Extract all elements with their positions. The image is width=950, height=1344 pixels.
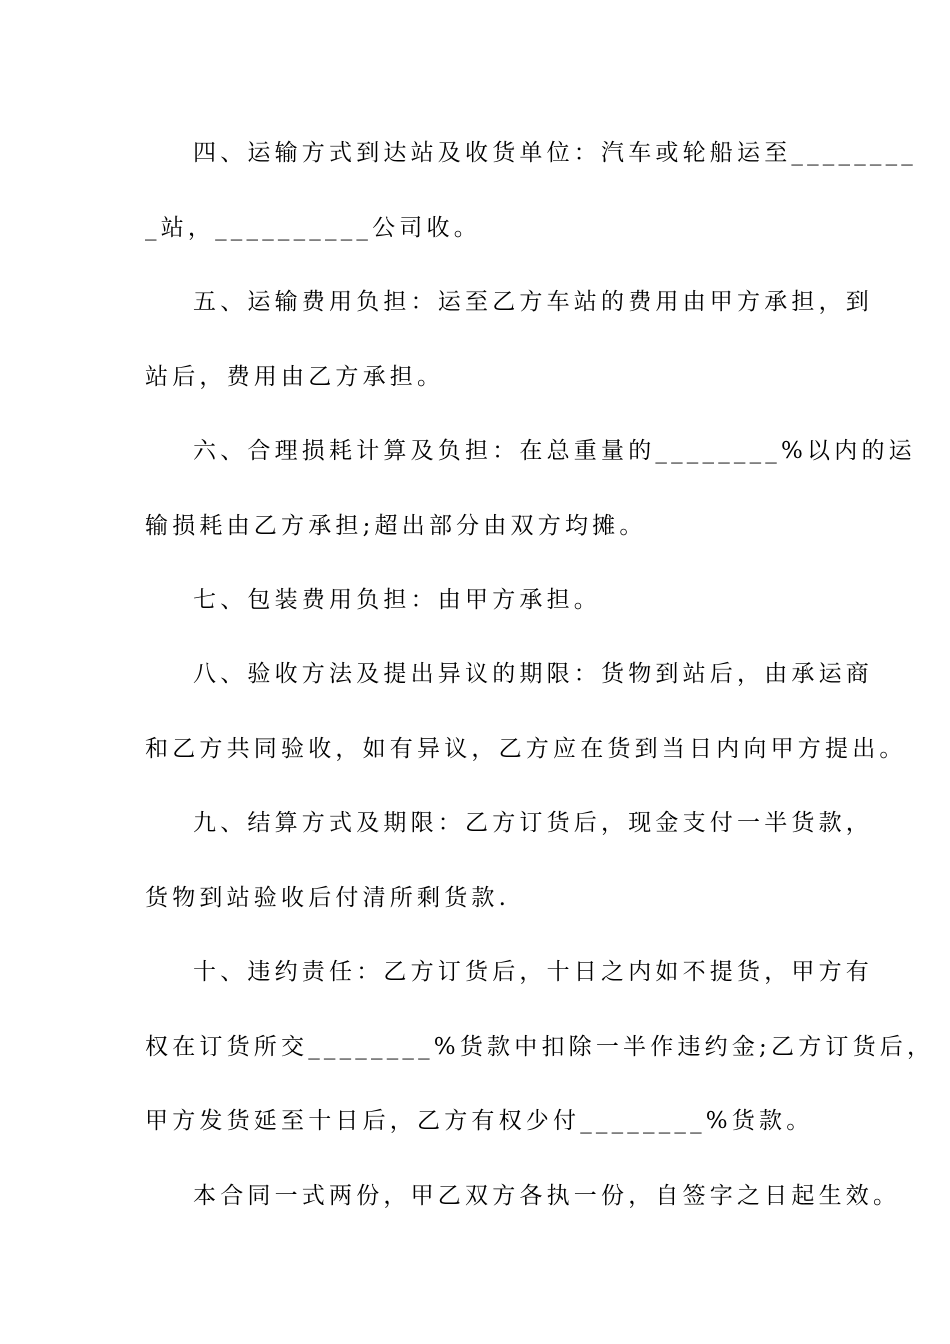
clause-10-line-2: 权在订货所交________%货款中扣除一半作违约金;乙方订货后， <box>145 1034 935 1060</box>
clause-7-line-1: 七、包装费用负担：由甲方承担。 <box>193 587 601 613</box>
closing-clause: 本合同一式两份，甲乙双方各执一份，自签字之日起生效。 <box>193 1183 901 1209</box>
clause-5-line-1: 五、运输费用负担：运至乙方车站的费用由甲方承担，到 <box>193 289 873 315</box>
clause-9-line-1: 九、结算方式及期限：乙方订货后，现金支付一半货款， <box>193 810 873 836</box>
clause-9-line-2: 货物到站验收后付清所剩货款. <box>145 885 511 911</box>
clause-5-line-2: 站后，费用由乙方承担。 <box>145 364 445 390</box>
clause-8-line-1: 八、验收方法及提出异议的期限：货物到站后，由承运商 <box>193 661 873 687</box>
clause-4-line-2: _站，__________公司收。 <box>145 215 481 241</box>
clause-10-line-1: 十、违约责任：乙方订货后，十日之内如不提货，甲方有 <box>193 959 873 985</box>
clause-8-line-2: 和乙方共同验收，如有异议，乙方应在货到当日内向甲方提出。 <box>145 736 907 762</box>
clause-6-line-2: 输损耗由乙方承担;超出部分由双方均摊。 <box>145 513 647 539</box>
clause-4-line-1: 四、运输方式到达站及收货单位：汽车或轮船运至________ <box>193 140 917 166</box>
clause-6-line-1: 六、合理损耗计算及负担：在总重量的________%以内的运 <box>193 438 916 464</box>
clause-10-line-3: 甲方发货延至十日后，乙方有权少付________%货款。 <box>145 1108 814 1134</box>
